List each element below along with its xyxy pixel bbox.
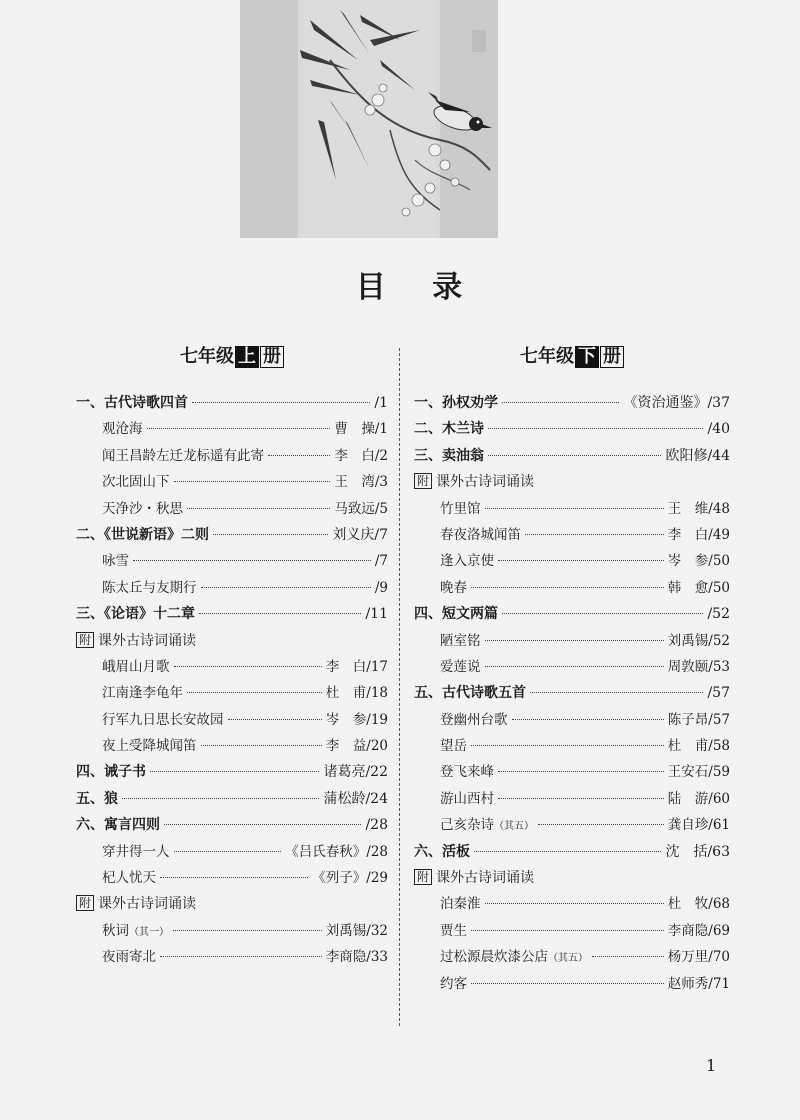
entry-note: （其五）: [494, 821, 534, 833]
entry-title: 约客: [440, 975, 467, 992]
author-page: 杜 甫/58: [667, 738, 730, 755]
dot-leader: [201, 745, 322, 746]
appendix-heading[interactable]: [76, 628, 388, 654]
entry-title: 登幽州台歌: [440, 711, 508, 728]
author-page: 龚自珍/61: [667, 817, 730, 834]
dot-leader: [174, 666, 322, 667]
entry-title: 五、古代诗歌五首: [414, 685, 526, 702]
author-page: 王 维/48: [667, 500, 730, 517]
dot-leader: [592, 956, 664, 957]
grade-heading: 七年级 上 册: [76, 342, 388, 372]
author-page: 刘禹锡/52: [667, 632, 730, 649]
toc-section[interactable]: [414, 601, 730, 627]
author-page: 王安石/59: [667, 764, 730, 781]
toc-list: [76, 390, 388, 971]
author-page: /7: [374, 553, 388, 570]
toc-section[interactable]: [414, 443, 730, 469]
entry-title: 闻王昌龄左迁龙标遥有此寄: [102, 447, 264, 464]
entry-title: 五、狼: [76, 790, 118, 807]
toc-section[interactable]: [414, 390, 730, 416]
toc-entry[interactable]: [76, 443, 388, 469]
author-page: 李 白/2: [334, 447, 388, 464]
toc-entry[interactable]: [414, 654, 730, 680]
dot-leader: [133, 560, 371, 561]
dot-leader: [485, 666, 664, 667]
author-page: 诸葛亮/22: [323, 764, 388, 781]
dot-leader: [485, 640, 664, 641]
dot-leader: [471, 930, 664, 931]
dot-leader: [147, 428, 331, 429]
author-page: 李 益/20: [325, 738, 388, 755]
author-page: 曹 操/1: [334, 421, 388, 438]
dot-leader: [173, 930, 322, 931]
toc-entry[interactable]: [414, 522, 730, 548]
dot-leader: [488, 455, 661, 456]
entry-title: 杞人忧天: [102, 870, 156, 887]
entry-title: 一、孙权劝学: [414, 395, 498, 411]
entry-title: 行军九日思长安故园: [102, 711, 224, 728]
entry-title: 己亥杂诗（其五）: [440, 817, 534, 834]
author-page: 《列子》/29: [312, 870, 388, 887]
author-page: 杜 甫/18: [325, 685, 388, 702]
toc-section[interactable]: [76, 601, 388, 627]
dot-leader: [187, 692, 322, 693]
dot-leader: [498, 560, 664, 561]
entry-title: 过松源晨炊漆公店（其五）: [440, 949, 588, 966]
page-number: 1: [706, 1056, 717, 1075]
author-page: 马致远/5: [334, 500, 388, 517]
appendix-mark: 附: [76, 632, 94, 648]
entry-title: 二、《世说新语》二则: [76, 526, 209, 543]
dot-leader: [187, 508, 330, 509]
entry-title: 三、《论语》十二章: [76, 606, 195, 623]
author-page: 陈子昂/57: [667, 711, 730, 728]
dot-leader: [213, 534, 328, 535]
dot-leader: [174, 851, 282, 852]
entry-title: 附 课外古诗词诵读: [76, 628, 196, 654]
toc-entry[interactable]: [76, 496, 388, 522]
dot-leader: [525, 534, 664, 535]
toc-section[interactable]: [76, 522, 388, 548]
toc-entry[interactable]: [76, 918, 388, 944]
entry-title: 附 课外古诗词诵读: [76, 891, 196, 917]
toc-entry[interactable]: [414, 496, 730, 522]
dot-leader: [502, 613, 703, 614]
author-page: 李商隐/33: [325, 949, 388, 966]
entry-title: 峨眉山月歌: [102, 658, 170, 675]
grade-heading: 七年级 下 册: [414, 342, 730, 372]
toc-entry[interactable]: [414, 971, 730, 997]
author-page: 刘义庆/7: [332, 526, 388, 543]
toc-section[interactable]: [414, 839, 730, 865]
author-page: 《吕氏春秋》/28: [285, 843, 388, 860]
entry-title: 陋室铭: [440, 632, 481, 649]
toc-list: [414, 390, 730, 997]
dot-leader: [160, 877, 308, 878]
entry-title: 天净沙・秋思: [102, 500, 183, 517]
entry-title: 观沧海: [102, 421, 143, 438]
toc-entry[interactable]: [414, 548, 730, 574]
dot-leader: [502, 402, 619, 403]
author-page: 岑 参/50: [667, 553, 730, 570]
author-page: 《资治通鉴》/37: [623, 395, 730, 411]
toc-entry[interactable]: [76, 707, 388, 733]
author-page: /1: [374, 395, 388, 411]
author-page: 李商隐/69: [667, 922, 730, 939]
toc-entry[interactable]: [414, 812, 730, 838]
entry-title: 晚春: [440, 579, 467, 596]
entry-title: 四、诫子书: [76, 764, 146, 781]
dot-leader: [268, 455, 330, 456]
entry-title: 夜雨寄北: [102, 949, 156, 966]
entry-title: 六、寓言四则: [76, 817, 160, 834]
entry-title: 附 课外古诗词诵读: [414, 865, 534, 891]
dot-leader: [530, 692, 703, 693]
toc-entry[interactable]: [76, 839, 388, 865]
toc-entry[interactable]: [76, 733, 388, 759]
entry-title: 登飞来峰: [440, 764, 494, 781]
author-page: 岑 参/19: [325, 711, 388, 728]
appendix-heading[interactable]: [76, 891, 388, 917]
appendix-mark: 附: [76, 895, 94, 911]
entry-title: 穿井得一人: [102, 843, 170, 860]
dot-leader: [192, 402, 370, 403]
entry-title: 夜上受降城闻笛: [102, 738, 197, 755]
toc-section[interactable]: [76, 812, 388, 838]
author-page: 李 白/17: [325, 658, 388, 675]
entry-title: 游山西村: [440, 790, 494, 807]
entry-title: 泊秦淮: [440, 896, 481, 913]
toc-column-grade7-vol2: [414, 342, 730, 997]
appendix-mark: 附: [414, 473, 432, 489]
entry-title: 春夜洛城闻笛: [440, 526, 521, 543]
author-page: 杜 牧/68: [667, 896, 730, 913]
dot-leader: [471, 745, 664, 746]
toc-section[interactable]: [76, 786, 388, 812]
dot-leader: [538, 824, 664, 825]
dot-leader: [201, 587, 371, 588]
toc-entry[interactable]: [76, 865, 388, 891]
author-page: /28: [365, 817, 388, 834]
author-page: 王 湾/3: [334, 474, 388, 491]
entry-title: 二、木兰诗: [414, 421, 484, 438]
column-divider: [399, 348, 400, 1026]
toc-entry[interactable]: [76, 575, 388, 601]
entry-title: 江南逢李龟年: [102, 685, 183, 702]
author-page: 杨万里/70: [667, 949, 730, 966]
toc-section[interactable]: [76, 390, 388, 416]
entry-title: 秋词（其一）: [102, 922, 169, 939]
dot-leader: [512, 719, 664, 720]
dot-leader: [160, 956, 322, 957]
entry-title: 陈太丘与友期行: [102, 579, 197, 596]
author-page: /52: [707, 606, 730, 623]
dot-leader: [122, 798, 319, 799]
toc-section[interactable]: [414, 680, 730, 706]
dot-leader: [488, 428, 703, 429]
entry-title: 四、短文两篇: [414, 606, 498, 623]
author-page: 李 白/49: [667, 526, 730, 543]
author-page: 赵师秀/71: [667, 975, 730, 992]
toc-entry[interactable]: [414, 786, 730, 812]
entry-title: 逢入京使: [440, 553, 494, 570]
entry-title: 咏雪: [102, 553, 129, 570]
author-page: /57: [707, 685, 730, 702]
appendix-heading[interactable]: [414, 469, 730, 495]
toc-entry[interactable]: [76, 416, 388, 442]
dot-leader: [164, 824, 361, 825]
author-page: 周敦颐/53: [667, 658, 730, 675]
entry-title: 爱莲说: [440, 658, 481, 675]
toc-entry[interactable]: [414, 575, 730, 601]
bird-painting-illustration: [240, 0, 498, 238]
dot-leader: [474, 851, 661, 852]
author-page: /11: [365, 606, 388, 623]
entry-title: 六、活板: [414, 843, 470, 860]
entry-title: 次北固山下: [102, 474, 170, 491]
dot-leader: [498, 798, 664, 799]
entry-title: 竹里馆: [440, 500, 481, 517]
entry-note: （其一）: [129, 926, 169, 938]
author-page: 欧阳修/44: [665, 447, 730, 464]
entry-title: 三、卖油翁: [414, 447, 484, 464]
toc-entry[interactable]: [76, 548, 388, 574]
toc-entry[interactable]: [414, 944, 730, 970]
entry-title: 附 课外古诗词诵读: [414, 469, 534, 495]
entry-title: 贾生: [440, 922, 467, 939]
dot-leader: [471, 983, 664, 984]
author-page: 刘禹锡/32: [325, 922, 388, 939]
appendix-mark: 附: [414, 869, 432, 885]
author-page: 陆 游/60: [667, 790, 730, 807]
toc-section[interactable]: [414, 416, 730, 442]
bird-branch-drawing: [240, 0, 498, 238]
appendix-heading[interactable]: [414, 865, 730, 891]
toc-entry[interactable]: [76, 680, 388, 706]
toc-entry[interactable]: [76, 469, 388, 495]
dot-leader: [174, 481, 331, 482]
toc-entry[interactable]: [414, 918, 730, 944]
toc-section[interactable]: [76, 759, 388, 785]
volume-badge: 上: [235, 346, 259, 368]
toc-entry[interactable]: [414, 759, 730, 785]
page-title: 目 录: [355, 270, 481, 305]
author-page: 沈 括/63: [665, 843, 730, 860]
toc-entry[interactable]: [414, 628, 730, 654]
author-page: /40: [707, 421, 730, 438]
toc-entry[interactable]: [414, 707, 730, 733]
toc-entry[interactable]: [414, 733, 730, 759]
dot-leader: [485, 903, 664, 904]
entry-title: 一、古代诗歌四首: [76, 395, 188, 411]
toc-entry[interactable]: [414, 891, 730, 917]
toc-entry[interactable]: [76, 654, 388, 680]
volume-badge: 下: [575, 346, 599, 368]
toc-entry[interactable]: [76, 944, 388, 970]
dot-leader: [485, 508, 664, 509]
author-page: /9: [374, 579, 388, 596]
entry-note: （其五）: [548, 953, 588, 965]
dot-leader: [150, 771, 319, 772]
dot-leader: [228, 719, 322, 720]
entry-title: 望岳: [440, 738, 467, 755]
dot-leader: [498, 771, 664, 772]
author-page: 蒲松龄/24: [323, 790, 388, 807]
dot-leader: [199, 613, 361, 614]
dot-leader: [471, 587, 664, 588]
toc-column-grade7-vol1: [76, 342, 388, 971]
author-page: 韩 愈/50: [667, 579, 730, 596]
